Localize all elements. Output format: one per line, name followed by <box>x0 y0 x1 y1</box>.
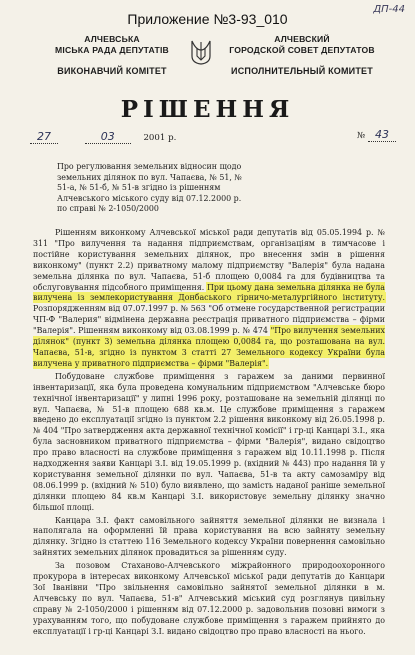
org-ukrainian <box>32 34 192 77</box>
decision-number <box>357 128 396 142</box>
document-title: РІШЕННЯ <box>120 96 295 123</box>
paragraph-text: За позовом Стаханово-Алчевського міжрайонного природоохоронного прокурора в інтересах виконкому Алчевської міської ради депутатів до Канцари Зої Іванівни "Про звільнення самовільно зайнятої земельної ділянки в м. Алчевську по вул. Чапаєва, 51-в" Алчевський міський суд розглянув цивільну справу № 2-1050/2000 і рішенням від 07.12.2000 р. задовольнив позовні вимоги з урахуванням того, що побудоване службове приміщення з гаражем прийнято до експлуатації і гр-ці Канцарі З.І. видано свідоцтво про право власності на нього. <box>33 561 385 636</box>
paragraph-text: Канцара З.І. факт самовільного зайняття земельної ділянки не визнала і наполягала на оформленні їй права користування на всю зайняту земельну ділянку. Згідно із статтею 116 Земельного кодексу України повернення самовільно зайнятих земельних ділянок провадиться за рішенням суду. <box>33 515 385 558</box>
number-prefix: № <box>357 131 366 141</box>
org-council: МІСЬКА РАДА ДЕПУТАТІВ <box>55 45 169 55</box>
subject-block: Про регулювання земельних відносин щодо земельних ділянок по вул. Чапаєва, № 51, № 51-а, № 51-б, № 51-в згідно із рішенням Алчевського міського суду від 07.12.2000 р. по справі № 2-1050/2000 <box>57 162 242 213</box>
org-committee: ИСПОЛНИТЕЛЬНЫЙ КОМИТЕТ <box>231 66 373 76</box>
org-committee: ВИКОНАВЧИЙ КОМІТЕТ <box>57 66 167 76</box>
body-paragraph <box>33 561 385 637</box>
attachment-header: Приложение №3-93_010 <box>127 11 288 27</box>
document-body <box>33 228 385 640</box>
trident-emblem-icon <box>190 38 212 66</box>
org-city: АЛЧЕВСКИЙ <box>274 34 330 44</box>
org-council: ГОРОДСКОЙ СОВЕТ ДЕПУТАТОВ <box>229 45 375 55</box>
paragraph-text: Розпорядженням від 07.07.1997 р. № 563 "Об отмене государственной регистрации ЧП-Ф "Валерия" відмінена державна реєстрація приватного підприємства – фірми "Валерія". Рішенням виконкому від 03.08.1999 р. № 474 <box>33 304 385 336</box>
date-year: 2001 р. <box>143 133 177 143</box>
highlighted-text: При цьому дана земельна ділянка не була вилучена із землекористування Донбаського гірничо-металургійного інституту. <box>33 282 385 303</box>
date-month: 03 <box>85 130 131 144</box>
number-value: 43 <box>368 128 396 142</box>
body-paragraph <box>33 372 385 514</box>
body-paragraph <box>33 228 385 370</box>
paragraph-text: Побудоване службове приміщення з гаражем за даними первинної інвентаризації, яка була проведена комунальним підприємством "Алчевське бюро технічної інвентаризації" у липні 1996 року, розташоване на земельній ділянці по вул. Чапаєва, № 51-в площею 688 кв.м. Це службове приміщення з гаражем введено до експлуатації згідно із пунктом 2.2 рішення виконкому від 26.05.1998 р. № 404 "Про затвердження акта державної технічної комісії" і гр-ці Канцарі З.І., яка була засновником приватного підприємства – фірми "Валерія", видано свідоцтво про право власності на службове приміщення з гаражем від 10.11.1998 р. Після надходження заяви Канцарі З.І. від 19.05.1999 р. (вхідний № 443) про надання їй у користування земельної ділянки по вул. Чапаєва, 51-в та акту самозаміру від 08.06.1999 р. (вхідний № 510) було виявлено, що замість наданої раніше земельної ділянки площею 84 кв.м Канцарі З.І. використовує земельну ділянку значно більшої площі. <box>33 371 385 512</box>
date-day: 27 <box>30 130 58 144</box>
org-russian <box>222 34 382 77</box>
date-line <box>30 130 400 144</box>
body-paragraph <box>33 516 385 560</box>
highlighted-text: "Про вилучення земельних ділянок" (пункт 3) земельна ділянка площею 0,0084 га, що розташована на вул. Чапаєва, 51-в, згідно із пунктом 3 статті 27 Земельного кодексу України була вилучена у приватного підприємства – фірми "Валерія". <box>33 326 385 368</box>
org-city: АЛЧЕВСЬКА <box>84 34 140 44</box>
paragraph-text: Рішенням виконкому Алчевської міської ради депутатів від 05.05.1994 р. № 311 "Про вилучення та надання підприємствам, організаціям в тимчасове і постійне користування земельних ділянок, про внесення змін в рішення виконкому" (пункт 2.2) приватному малому підприємству "Валерія" була надана земельна ділянка по вул. Чапаєва, 51-б площею 0,0084 га для будівництва та обслуговування підсобного приміщення. <box>33 228 385 292</box>
handwritten-note: ДП-44 <box>373 4 405 15</box>
